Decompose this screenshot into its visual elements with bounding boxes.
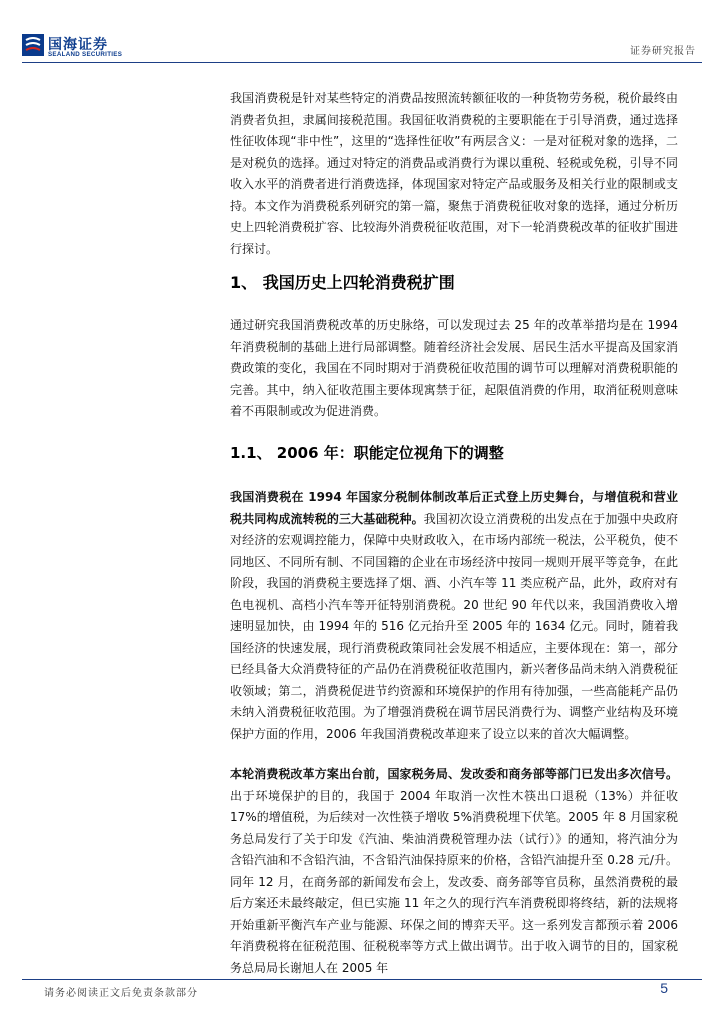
logo-english-name: SEALAND SECURITIES <box>48 51 123 58</box>
sealand-logo-icon <box>22 34 44 56</box>
logo-chinese-name: 国海证券 <box>48 37 108 53</box>
sealand-logo <box>22 34 172 60</box>
paragraph-1994-reform <box>230 487 678 745</box>
footer-divider <box>22 979 702 980</box>
disclaimer-note: 请务必阅读正文后免责条款部分 <box>44 988 198 999</box>
section1-paragraph: 通过研究我国消费税改革的历史脉络，可以发现过去 25 年的改革举措均是在 1994 年消费税制的基础上进行局部调整。随着经济社会发展、居民生活水平提高及国家消费政策的变化，我国在不同时期对于消费税征收范围的调节可以理解对消费税职能的完善。其中，纳入征收范围主要体现寓禁于征，起限值消费的作用，取消征税则意味着不再限制或改为促进消费。 <box>230 318 678 418</box>
intro-paragraph: 我国消费税是针对某些特定的消费品按照流转额征收的一种货物劳务税，税价最终由消费者负担，隶属间接税范围。我国征收消费税的主要职能在于引导消费，通过选择性征收体现“非中性”，这里的“选择性征收”有两层含义：一是对征税对象的选择，二是对税负的选择。通过对特定的消费品或消费行为课以重税、轻税或免税，引导不同收入水平的消费者进行消费选择，体现国家对特定产品或服务及相关行业的限制或支持。本文作为消费税系列研究的第一篇，聚焦于消费税征收对象的选择，通过分析历史上四轮消费税扩容、比较海外消费税征收范围，对下一轮消费税改革的征收扩围进行探讨。 <box>230 91 678 256</box>
paragraph-body-1994: 我国初次设立消费税的出发点在于加强中央政府对经济的宏观调控能力，保障中央财政收入，在市场内部统一税法，公平税负，使不同地区、不同所有制、不同国籍的企业在市场经济中按同一规则开展平等竞争，在此阶段，我国的消费税主要选择了烟、酒、小汽车等 11 类应税产品，此外，政府对有色电视机、高档小汽车等开征特别消费税。20 世纪 90 年代以来，我国消费收入增速明显加快，由 1994 年的 516 亿元抬升至 2005 年的 1634 亿元。同时，随着我国经济的快速发展，现行消费税政策同社会发展不相适应，主要体现在：第一，部分已经具备大众消费特征的产品仍在消费税征收范围内，新兴奢侈品尚未纳入消费税征收领域；第二，消费税促进节约资源和环境保护的作用有待加强，一些高能耗产品仍未纳入消费税征收范围。为了增强消费税在调节居民消费行为、调整产业结构及环境保护方面的作用，2006 年我国消费税改革迎来了设立以来的首次大幅调整。 <box>230 511 678 741</box>
paragraph-body-2006: 出于环境保护的目的，我国于 2004 年取消一次性木筷出口退税（13%）并征收 17%的增值税，为后续对一次性筷子增收 5%消费税埋下伏笔。2005 年 8 月国家税务总局发行了关于印发《汽油、柴油消费税管理办法（试行）》的通知，将汽油分为含铅汽油和不含铅汽油，不含铅汽油保持原来的价格，含铅汽油提升至 0.28 元/升。同年 12 月，在商务部的新闻发布会上，发改委、商务部等官员称，虽然消费税的最后方案还未最终敲定，但已实施 11 年之久的现行汽车消费税即将终结，新的法规将开始重新平衡汽车产业与能源、环保之间的博弈天平。这一系列发言都预示着 2006 年消费税将在征税范围、征税税率等方式上做出调节。出于收入调节的目的，国家税务总局局长谢旭人在 2005 年 <box>230 788 678 975</box>
report-type-label: 证券研究报告 <box>630 46 696 57</box>
header-divider <box>22 62 702 63</box>
paragraph-2006-signals <box>230 764 678 979</box>
paragraph-lead-2006: 本轮消费税改革方案出台前，国家税务局、发改委和商务部等部门已发出多次信号。 <box>230 767 678 781</box>
section-heading-1-1: 1.1、 2006 年：职能定位视角下的调整 <box>230 444 504 462</box>
paragraph-lead-1994: 我国消费税在 1994 年国家分税制体制改革后正式登上历史舞台，与增值税和营业税共同构成流转税的三大基础税种。 <box>230 490 678 526</box>
page-header <box>0 0 724 64</box>
page-number: 5 <box>660 980 668 996</box>
section-heading-1: 1、 我国历史上四轮消费税扩围 <box>230 273 455 292</box>
